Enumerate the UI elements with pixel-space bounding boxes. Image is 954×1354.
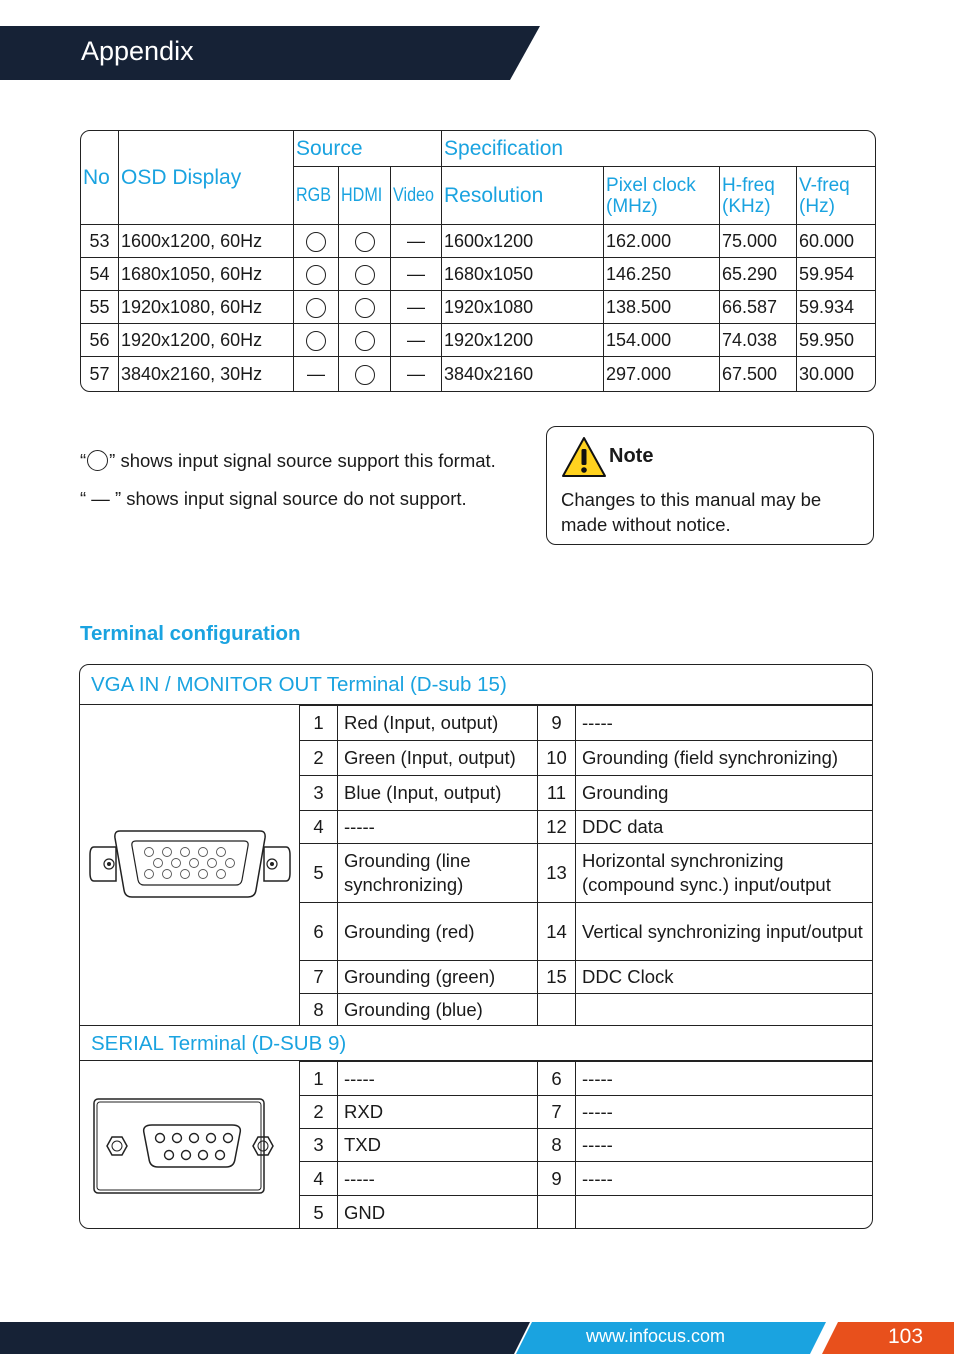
header-v-freq: V-freq (Hz) <box>797 167 875 225</box>
pin-row <box>300 1096 874 1129</box>
row-rgb <box>294 258 339 291</box>
row-pixel-clock: 146.250 <box>604 258 720 291</box>
pin-number: 4 <box>300 811 338 844</box>
vga-connector-cell <box>80 705 300 1025</box>
legend-circle-line <box>80 448 520 474</box>
pin-label: ----- <box>338 1062 538 1096</box>
row-no: 55 <box>81 291 119 324</box>
circle-icon <box>355 298 375 318</box>
pin-row <box>300 1196 874 1230</box>
pin-label: Grounding (green) <box>338 961 538 994</box>
pin-row <box>300 706 874 741</box>
row-h-freq: 75.000 <box>720 225 797 258</box>
row-hdmi <box>339 324 391 357</box>
pin-label: Red (Input, output) <box>338 706 538 741</box>
pin-row <box>300 961 874 994</box>
pin-number: 4 <box>300 1162 338 1196</box>
circle-icon <box>306 331 326 351</box>
header-video-cell <box>391 167 442 225</box>
page-number: 103 <box>888 1325 924 1348</box>
header-pixel-clock: Pixel clock (MHz) <box>604 167 720 225</box>
pin-label: ----- <box>576 1129 874 1162</box>
header-no: No <box>81 131 119 225</box>
note-box <box>546 426 874 545</box>
pin-number: 13 <box>538 844 576 903</box>
resolution-row <box>81 225 875 258</box>
header-hdmi: HDMI <box>341 184 383 206</box>
note-text: Changes to this manual may be made without notice. <box>561 489 822 535</box>
row-h-freq: 66.587 <box>720 291 797 324</box>
pin-label: Vertical synchronizing input/output <box>576 903 874 961</box>
pin-number: 9 <box>538 706 576 741</box>
pin-number: 12 <box>538 811 576 844</box>
row-osd-display: 1600x1200, 60Hz <box>119 225 294 258</box>
pin-row <box>300 1129 874 1162</box>
pin-number <box>538 1196 576 1230</box>
footer-url: www.infocus.com <box>586 1326 726 1346</box>
pin-row <box>300 1062 874 1096</box>
row-v-freq: 59.950 <box>797 324 875 357</box>
pin-label: Grounding (field synchronizing) <box>576 741 874 776</box>
pin-label: DDC data <box>576 811 874 844</box>
pin-label: Grounding (blue) <box>338 994 538 1026</box>
pin-label: DDC Clock <box>576 961 874 994</box>
circle-icon <box>306 298 326 318</box>
header-rgb: RGB <box>296 184 332 206</box>
pin-label: ----- <box>576 1162 874 1196</box>
pin-number: 6 <box>538 1062 576 1096</box>
pin-row <box>300 903 874 961</box>
row-hdmi <box>339 357 391 391</box>
pin-label: ----- <box>576 1062 874 1096</box>
pin-number: 11 <box>538 776 576 811</box>
serial-pin-table <box>299 1061 873 1229</box>
resolution-row <box>81 324 875 357</box>
pin-number: 7 <box>538 1096 576 1129</box>
pin-number <box>538 994 576 1026</box>
pin-number: 5 <box>300 844 338 903</box>
header-specification: Specification <box>442 131 875 167</box>
vga-pin-table <box>299 705 873 1026</box>
pin-row <box>300 811 874 844</box>
pin-label: Grounding (red) <box>338 903 538 961</box>
header-rgb-cell <box>294 167 339 225</box>
row-resolution: 1920x1080 <box>442 291 604 324</box>
pin-label: Grounding <box>576 776 874 811</box>
pin-row <box>300 844 874 903</box>
row-resolution: 1680x1050 <box>442 258 604 291</box>
pin-number: 3 <box>300 776 338 811</box>
row-video: — <box>391 225 442 258</box>
row-hdmi <box>339 225 391 258</box>
warning-icon <box>561 436 607 478</box>
pin-label: ----- <box>576 706 874 741</box>
legend-dash-line: “ — ” shows input signal source do not support. <box>80 488 467 509</box>
terminal-heading: Terminal configuration <box>80 622 301 645</box>
pin-number: 1 <box>300 1062 338 1096</box>
header-h-freq: H-freq (KHz) <box>720 167 797 225</box>
row-h-freq: 74.038 <box>720 324 797 357</box>
pin-number: 2 <box>300 741 338 776</box>
pin-number: 14 <box>538 903 576 961</box>
pin-row <box>300 994 874 1026</box>
header-osd-display: OSD Display <box>119 131 294 225</box>
resolution-row <box>81 291 875 324</box>
vga-connector-icon <box>80 705 300 1025</box>
circle-icon <box>355 331 375 351</box>
pin-label <box>576 1196 874 1230</box>
pin-label: Grounding (line synchronizing) <box>338 844 538 903</box>
row-resolution: 1600x1200 <box>442 225 604 258</box>
row-pixel-clock: 297.000 <box>604 357 720 391</box>
pin-number: 5 <box>300 1196 338 1230</box>
terminal-box <box>79 664 873 1229</box>
header-hdmi-cell <box>339 167 391 225</box>
circle-icon <box>306 265 326 285</box>
pin-number: 8 <box>300 994 338 1026</box>
row-no: 57 <box>81 357 119 391</box>
row-h-freq: 65.290 <box>720 258 797 291</box>
row-rgb: — <box>294 357 339 391</box>
header-video: Video <box>393 184 435 206</box>
pin-label: Horizontal synchronizing (compound sync.) input/output <box>576 844 874 903</box>
row-rgb <box>294 291 339 324</box>
circle-icon <box>306 232 326 252</box>
resolution-row <box>81 258 875 291</box>
row-video: — <box>391 357 442 391</box>
header-resolution: Resolution <box>442 167 604 225</box>
row-video: — <box>391 291 442 324</box>
row-v-freq: 60.000 <box>797 225 875 258</box>
pin-label: ----- <box>338 1162 538 1196</box>
row-hdmi <box>339 258 391 291</box>
note-title: Note <box>609 445 654 467</box>
row-v-freq: 59.934 <box>797 291 875 324</box>
vga-terminal-title: VGA IN / MONITOR OUT Terminal (D-sub 15) <box>80 665 872 705</box>
serial-terminal-title: SERIAL Terminal (D-SUB 9) <box>80 1025 872 1061</box>
circle-icon <box>355 265 375 285</box>
pin-label: ----- <box>338 811 538 844</box>
row-v-freq: 30.000 <box>799 363 855 384</box>
legend-circle-text: ” shows input signal source support this format. <box>109 450 496 471</box>
row-video: — <box>391 324 442 357</box>
pin-label: Green (Input, output) <box>338 741 538 776</box>
row-osd-display: 1680x1050, 60Hz <box>119 258 294 291</box>
page-title: Appendix <box>81 36 194 66</box>
pin-row <box>300 741 874 776</box>
pin-number: 1 <box>300 706 338 741</box>
row-pixel-clock: 154.000 <box>604 324 720 357</box>
pin-number: 9 <box>538 1162 576 1196</box>
legend-quote-open: “ <box>80 450 87 471</box>
row-video: — <box>391 258 442 291</box>
row-osd-display: 1920x1200, 60Hz <box>119 324 294 357</box>
pin-number: 6 <box>300 903 338 961</box>
pin-number: 2 <box>300 1096 338 1129</box>
pin-number: 15 <box>538 961 576 994</box>
row-no: 56 <box>81 324 119 357</box>
pin-number: 7 <box>300 961 338 994</box>
pin-label: RXD <box>338 1096 538 1129</box>
circle-icon <box>355 365 375 385</box>
legend <box>80 448 520 524</box>
pin-label: GND <box>338 1196 538 1230</box>
row-rgb <box>294 225 339 258</box>
resolution-row <box>81 357 875 391</box>
pin-number: 3 <box>300 1129 338 1162</box>
row-osd-display: 3840x2160, 30Hz <box>119 357 294 391</box>
row-osd-display: 1920x1080, 60Hz <box>119 291 294 324</box>
row-no: 53 <box>81 225 119 258</box>
circle-icon <box>355 232 375 252</box>
circle-icon <box>87 450 108 471</box>
pin-label: TXD <box>338 1129 538 1162</box>
pin-row <box>300 776 874 811</box>
row-pixel-clock: 162.000 <box>604 225 720 258</box>
row-pixel-clock: 138.500 <box>604 291 720 324</box>
serial-connector-cell <box>80 1061 300 1229</box>
serial-connector-icon <box>80 1061 300 1229</box>
row-resolution: 3840x2160 <box>442 357 604 391</box>
pin-row <box>300 1162 874 1196</box>
row-h-freq: 67.500 <box>720 357 797 391</box>
header-source: Source <box>294 131 442 167</box>
row-resolution: 1920x1200 <box>442 324 604 357</box>
pin-label: ----- <box>576 1096 874 1129</box>
row-rgb <box>294 324 339 357</box>
resolution-table <box>80 130 876 392</box>
pin-number: 8 <box>538 1129 576 1162</box>
row-hdmi <box>339 291 391 324</box>
pin-label <box>576 994 874 1026</box>
pin-label: Blue (Input, output) <box>338 776 538 811</box>
footer-band-dark <box>0 1322 530 1354</box>
row-v-freq: 59.954 <box>797 258 875 291</box>
pin-number: 10 <box>538 741 576 776</box>
row-no: 54 <box>81 258 119 291</box>
